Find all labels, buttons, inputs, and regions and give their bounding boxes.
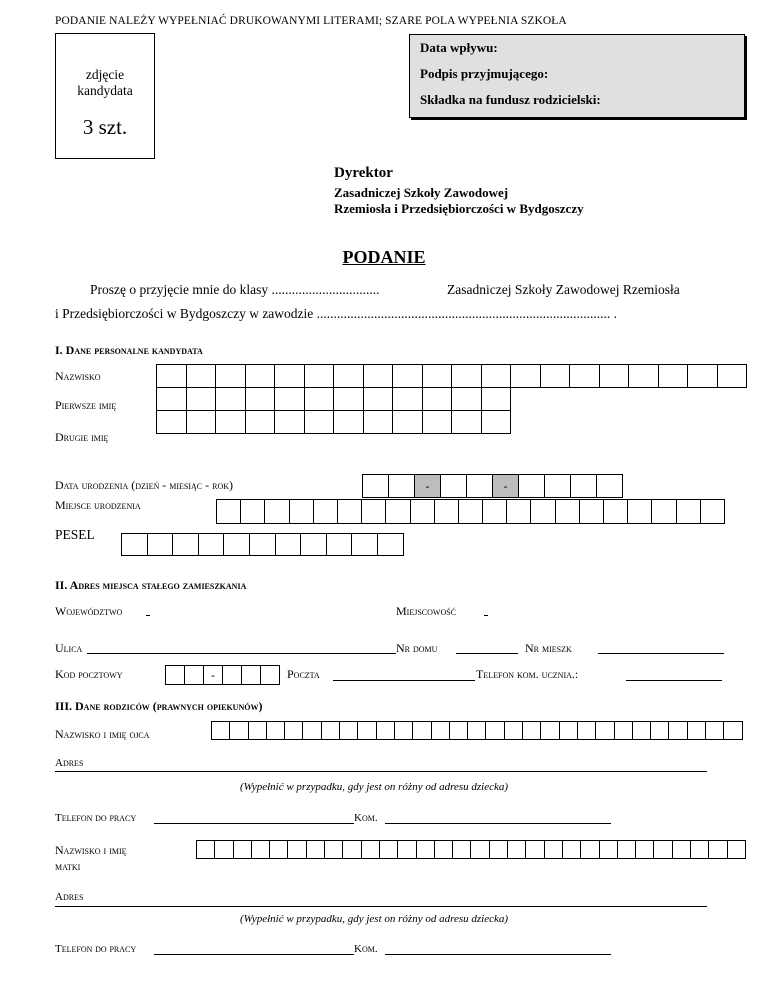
father-label: Nazwisko i imię ojca <box>55 727 150 741</box>
addressee-title: Dyrektor <box>334 165 393 181</box>
signature-label: Podpis przyjmującego: <box>420 66 549 81</box>
mother-address-line[interactable] <box>55 906 707 907</box>
phone-line[interactable] <box>626 680 722 681</box>
father-work-phone-line[interactable] <box>154 823 354 824</box>
father-address-label: Adres <box>55 757 84 769</box>
mother-mobile-label: Kom. <box>354 943 378 955</box>
street-line[interactable] <box>87 653 396 654</box>
addressee-line1: Zasadniczej Szkoły Zawodowej <box>334 185 509 200</box>
birth-place-grid[interactable] <box>216 499 725 524</box>
house-no-line[interactable] <box>456 653 518 654</box>
request-line1a: Proszę o przyjęcie mnie do klasy ................................ <box>90 282 380 297</box>
second-name-label: Drugie imię <box>55 430 109 444</box>
doc-title: PODANIE <box>342 247 426 267</box>
mother-mobile-line[interactable] <box>385 954 611 955</box>
section2-heading: II. Adres miejsca stałego zamieszkania <box>55 578 247 592</box>
mother-grid[interactable] <box>196 840 746 859</box>
photo-label-line2: kandydata <box>77 83 133 98</box>
second-name-grid[interactable] <box>156 410 511 434</box>
request-line1b: Zasadniczej Szkoły Zawodowej Rzemiosła <box>447 282 680 297</box>
mother-work-phone-line[interactable] <box>154 954 354 955</box>
school-use-box <box>409 34 745 118</box>
mother-address-note: (Wypełnić w przypadku, gdy jest on różny od adresu dziecka) <box>240 913 509 925</box>
birth-date-dash-2: - <box>493 474 519 498</box>
section1-heading: I. Dane personalne kandydata <box>55 343 203 357</box>
locality-label: Miejscowość <box>396 604 457 618</box>
father-address-note: (Wypełnić w przypadku, gdy jest on różny od adresu dziecka) <box>240 781 509 793</box>
father-grid[interactable] <box>211 721 743 740</box>
first-name-label: Pierwsze imię <box>55 398 117 412</box>
birth-date-dash-1: - <box>415 474 441 498</box>
postcode-dash: - <box>204 665 223 685</box>
photo-box <box>55 33 155 159</box>
surname-label: Nazwisko <box>55 369 101 383</box>
first-name-grid[interactable] <box>156 387 511 411</box>
post-office-line[interactable] <box>333 680 475 681</box>
postcode-grid[interactable] <box>165 665 280 685</box>
house-no-label: Nr domu <box>396 641 438 655</box>
post-office-label: Poczta <box>287 667 320 681</box>
fee-label: Składka na fundusz rodzicielski: <box>420 92 601 107</box>
mother-address-label: Adres <box>55 891 84 903</box>
mother-label-line2: matki <box>55 859 81 873</box>
postcode-label: Kod pocztowy <box>55 667 123 681</box>
phone-label: Telefon kom. ucznia.: <box>476 667 579 681</box>
birth-date-label: Data urodzenia (dzień - miesiąc - rok) <box>55 478 233 492</box>
mother-label <box>55 842 127 874</box>
birth-place-label: Miejsce urodzenia <box>55 498 141 512</box>
pesel-grid[interactable] <box>121 533 404 556</box>
header-note: PODANIE NALEŻY WYPEŁNIAĆ DRUKOWANYMI LITERAMI; SZARE POLA WYPEŁNIA SZKOŁA <box>55 15 567 27</box>
flat-no-label: Nr mieszk <box>525 641 572 655</box>
locality-line[interactable] <box>484 615 488 616</box>
father-address-line[interactable] <box>55 771 707 772</box>
flat-no-line[interactable] <box>598 653 724 654</box>
photo-count: 3 szt. <box>82 115 128 139</box>
mother-label-line1: Nazwisko i imię <box>55 843 127 857</box>
section3-heading: III. Dane rodziców (prawnych opiekunów) <box>55 699 263 713</box>
request-line2: i Przedsiębiorczości w Bydgoszczy w zawodzie ....................................................................................... . <box>55 306 618 321</box>
date-received-label: Data wpływu: <box>420 40 498 55</box>
addressee-line2: Rzemiosła i Przedsiębiorczości w Bydgoszczy <box>334 201 584 216</box>
photo-label <box>56 67 154 99</box>
surname-grid[interactable] <box>156 364 747 388</box>
street-label: Ulica <box>55 641 83 655</box>
birth-date-grid[interactable] <box>362 474 623 498</box>
father-mobile-line[interactable] <box>385 823 611 824</box>
province-line[interactable] <box>146 615 150 616</box>
photo-label-line1: zdjęcie <box>85 67 125 82</box>
father-work-phone-label: Telefon do pracy <box>55 812 137 824</box>
pesel-label: PESEL <box>55 527 95 542</box>
mother-work-phone-label: Telefon do pracy <box>55 943 137 955</box>
province-label: Województwo <box>55 604 123 618</box>
father-mobile-label: Kom. <box>354 812 378 824</box>
